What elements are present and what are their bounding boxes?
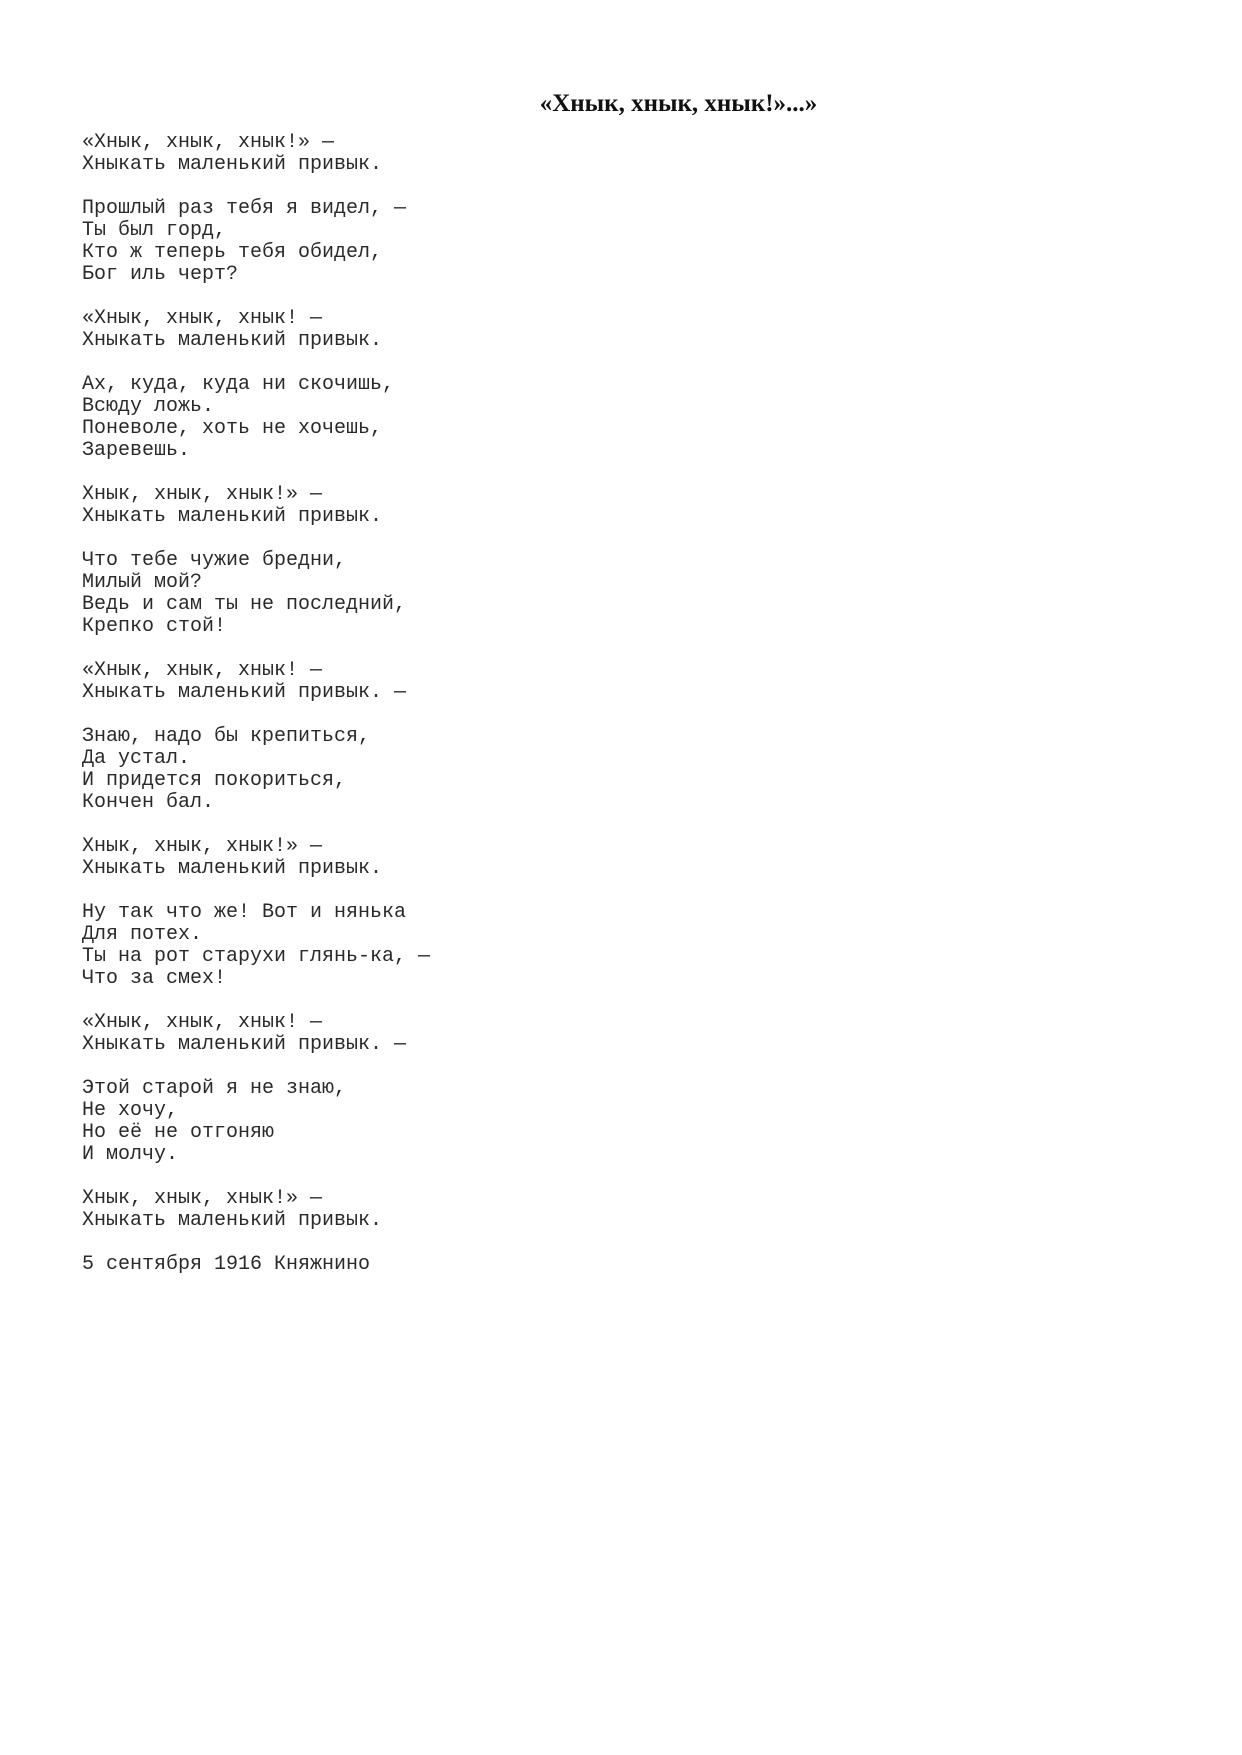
poem-line: Хнык, хнык, хнык!» — bbox=[82, 1187, 323, 1210]
poem-line: Хныкать маленький привык. — bbox=[82, 681, 407, 704]
poem-title: «Хнык, хнык, хнык!»...» bbox=[539, 90, 818, 117]
poem-line: Хныкать маленький привык. bbox=[82, 329, 383, 352]
stanza bbox=[82, 1012, 1182, 1056]
stanza bbox=[82, 374, 1182, 462]
poem-line: Да устал. bbox=[82, 747, 191, 770]
poem-line: Но её не отгоняю bbox=[82, 1121, 275, 1144]
poem-line: «Хнык, хнык, хнык! — bbox=[82, 307, 323, 330]
poem-line: Прошлый раз тебя я видел, — bbox=[82, 197, 407, 220]
poem-line: Ты на рот старухи глянь-ка, — bbox=[82, 945, 431, 968]
poem-line: Хныкать маленький привык. bbox=[82, 1209, 383, 1232]
poem-line: Кончен бал. bbox=[82, 791, 215, 814]
poem-line: Ах, куда, куда ни скочишь, bbox=[82, 373, 395, 396]
stanza bbox=[82, 726, 1182, 814]
poem-body bbox=[82, 132, 1182, 1276]
stanza bbox=[82, 1188, 1182, 1232]
stanza bbox=[82, 836, 1182, 880]
poem-dateline: 5 сентября 1916 Княжнино bbox=[82, 1253, 371, 1276]
poem-line: «Хнык, хнык, хнык! — bbox=[82, 659, 323, 682]
poem-line: Милый мой? bbox=[82, 571, 203, 594]
poem-line: Ты был горд, bbox=[82, 219, 227, 242]
poem-line: И придется покориться, bbox=[82, 769, 347, 792]
poem-line: Не хочу, bbox=[82, 1099, 179, 1122]
poem-line: Что за смех! bbox=[82, 967, 227, 990]
stanza bbox=[82, 198, 1182, 286]
poem-line: Для потех. bbox=[82, 923, 203, 946]
poem-line: Знаю, надо бы крепиться, bbox=[82, 725, 371, 748]
poem-line: Хныкать маленький привык. bbox=[82, 505, 383, 528]
poem-line: Хныкать маленький привык. — bbox=[82, 1033, 407, 1056]
poem-line: Кто ж теперь тебя обидел, bbox=[82, 241, 383, 264]
stanza bbox=[82, 902, 1182, 990]
poem-line: Ну так что же! Вот и нянька bbox=[82, 901, 407, 924]
stanza bbox=[82, 308, 1182, 352]
poem-line: И молчу. bbox=[82, 1143, 179, 1166]
poem-line: Этой старой я не знаю, bbox=[82, 1077, 347, 1100]
poem-line: Заревешь. bbox=[82, 439, 191, 462]
poem-line: «Хнык, хнык, хнык!» — bbox=[82, 131, 335, 154]
poem-line: Хныкать маленький привык. bbox=[82, 153, 383, 176]
poem-line: Хнык, хнык, хнык!» — bbox=[82, 483, 323, 506]
stanza bbox=[82, 484, 1182, 528]
poem-line: Крепко стой! bbox=[82, 615, 227, 638]
poem-line: Что тебе чужие бредни, bbox=[82, 549, 347, 572]
poem-line: Поневоле, хоть не хочешь, bbox=[82, 417, 383, 440]
poem-line: Всюду ложь. bbox=[82, 395, 215, 418]
poem-line: Хнык, хнык, хнык!» — bbox=[82, 835, 323, 858]
poem-line: Бог иль черт? bbox=[82, 263, 239, 286]
stanza bbox=[82, 660, 1182, 704]
poem-line: Хныкать маленький привык. bbox=[82, 857, 383, 880]
stanza bbox=[82, 550, 1182, 638]
stanza bbox=[82, 132, 1182, 176]
stanza bbox=[82, 1078, 1182, 1166]
poem-line: Ведь и сам ты не последний, bbox=[82, 593, 407, 616]
poem-line: «Хнык, хнык, хнык! — bbox=[82, 1011, 323, 1034]
